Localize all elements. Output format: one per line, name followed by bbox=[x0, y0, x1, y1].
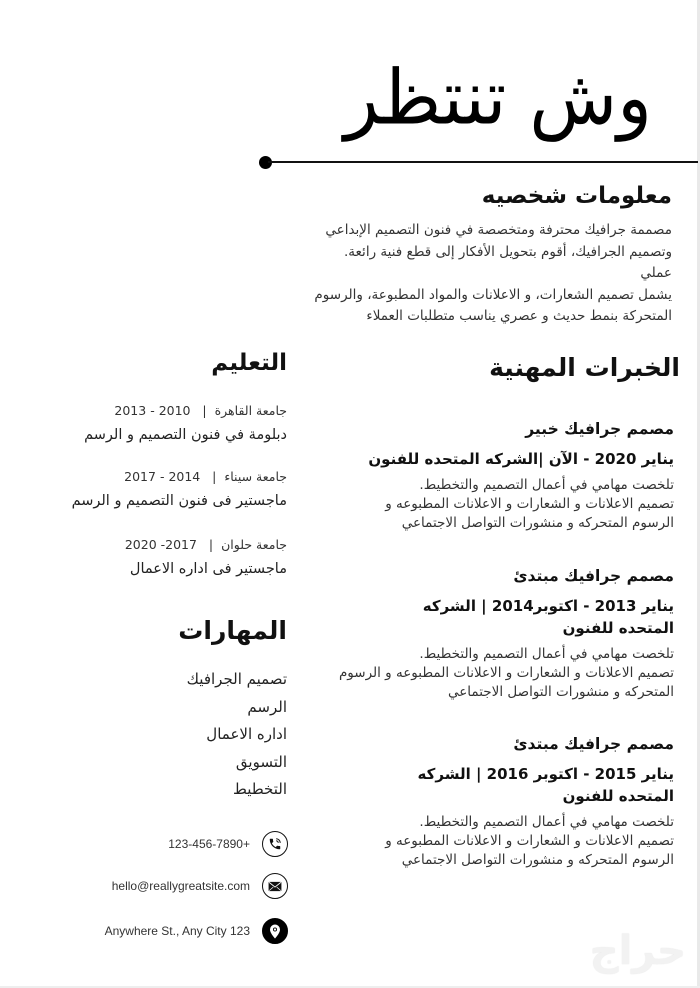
location-pin-icon bbox=[262, 918, 288, 944]
resume-title: وش تنتظر bbox=[344, 52, 652, 142]
header-divider bbox=[268, 161, 698, 163]
profile-line: المتحركة بنمط حديث و عصري يناسب متطلبات العملاء bbox=[366, 308, 672, 324]
degree: ماجستير فى اداره الاعمال bbox=[129, 561, 287, 577]
job-description-line: تصميم الاعلانات و الشعارات و الاعلانات المطبوعه و bbox=[385, 496, 674, 512]
job-description bbox=[334, 645, 674, 702]
profile-line: يشمل تصميم الشعارات، و الاعلانات والمواد المطبوعة، والرسوم bbox=[314, 286, 672, 303]
skill-item: التخطيط bbox=[232, 780, 287, 798]
education-item bbox=[47, 536, 287, 580]
street-address: Anywhere St., Any City 123 bbox=[104, 924, 250, 938]
job-description-line: الرسوم المتحركه و منشورات التواصل الاجتماعي bbox=[401, 852, 674, 868]
profile-heading: معلومات شخصيه bbox=[481, 183, 672, 209]
education-school-years bbox=[47, 536, 287, 554]
school-name: جامعة حلوان bbox=[221, 537, 287, 552]
profile-line: وتصميم الجرافيك، أقوم بتحويل الأفكار إلى قطع فنية رائعة. عملي bbox=[344, 243, 672, 281]
contact-phone bbox=[168, 831, 288, 857]
skill-item: اداره الاعمال bbox=[206, 725, 287, 743]
job-description-line: الرسوم المتحركه و منشورات التواصل الاجتماعي bbox=[401, 515, 674, 531]
education-school-years bbox=[47, 402, 287, 420]
job-description-line: تصميم الاعلانات و الشعارات و الاعلانات المطبوعه و الرسوم bbox=[338, 665, 674, 681]
education-item bbox=[47, 402, 287, 446]
school-years: 2017- 2020 bbox=[124, 537, 197, 552]
education-heading: التعليم bbox=[211, 350, 287, 376]
degree: دبلومة في فنون التصميم و الرسم bbox=[84, 427, 287, 443]
skill-item: الرسم bbox=[247, 697, 287, 716]
degree: ماجستير فى فنون التصميم و الرسم bbox=[71, 493, 287, 509]
job-description bbox=[334, 813, 674, 870]
contact-address bbox=[105, 918, 288, 944]
job-description-line: تصميم الاعلانات و الشعارات و الاعلانات المطبوعه و bbox=[385, 833, 674, 849]
watermark-logo: حراج bbox=[589, 928, 686, 974]
job-description-line: تلخصت مهامي في أعمال التصميم والتخطيط. bbox=[419, 477, 674, 493]
school-years: 2014 - 2017 bbox=[124, 469, 201, 484]
job-title: مصمم جرافيك مبتدئ bbox=[513, 567, 674, 585]
job-title: مصمم جرافيك خبير bbox=[525, 420, 674, 438]
separator: | bbox=[194, 403, 211, 418]
experience-item bbox=[334, 565, 674, 702]
job-dates-company: يناير 2015 - اكتوبر 2016 | الشركه المتحده للفنون bbox=[417, 765, 674, 805]
phone-icon bbox=[262, 831, 288, 857]
education-school-years bbox=[47, 468, 287, 486]
school-name: جامعة سيناء bbox=[224, 469, 287, 484]
job-description bbox=[334, 476, 674, 533]
separator: | bbox=[204, 469, 221, 484]
contact-email bbox=[112, 873, 288, 899]
phone-number[interactable]: 123-456-7890+ bbox=[168, 837, 250, 851]
experience-item bbox=[334, 733, 674, 870]
experience-item bbox=[334, 418, 674, 533]
profile-summary bbox=[312, 220, 672, 328]
email-address[interactable]: hello@reallygreatsite.com bbox=[111, 879, 250, 893]
skills-list bbox=[187, 666, 287, 804]
education-item bbox=[47, 468, 287, 512]
skills-heading: المهارات bbox=[178, 616, 287, 645]
envelope-icon bbox=[262, 873, 288, 899]
school-name: جامعة القاهرة bbox=[214, 403, 287, 418]
job-description-line: تلخصت مهامي في أعمال التصميم والتخطيط. bbox=[419, 646, 674, 662]
job-dates-company: يناير 2013 - اكتوبر2014 | الشركه المتحده للفنون bbox=[422, 597, 674, 637]
job-description-line: تلخصت مهامي في أعمال التصميم والتخطيط. bbox=[419, 814, 674, 830]
job-dates-company: يناير 2020 - الآن |الشركه المتحده للفنون bbox=[368, 450, 674, 468]
skill-item: تصميم الجرافيك bbox=[186, 670, 287, 688]
experience-heading: الخبرات المهنية bbox=[489, 353, 680, 382]
school-years: 2010 - 2013 bbox=[114, 403, 191, 418]
job-title: مصمم جرافيك مبتدئ bbox=[513, 735, 674, 753]
profile-line: مصممة جرافيك محترفة ومتخصصة في فنون التصميم الإبداعي bbox=[325, 222, 672, 238]
skill-item: التسويق bbox=[235, 752, 287, 771]
job-description-line: المتحركه و منشورات التواصل الاجتماعي bbox=[448, 684, 674, 700]
separator: | bbox=[200, 537, 218, 552]
